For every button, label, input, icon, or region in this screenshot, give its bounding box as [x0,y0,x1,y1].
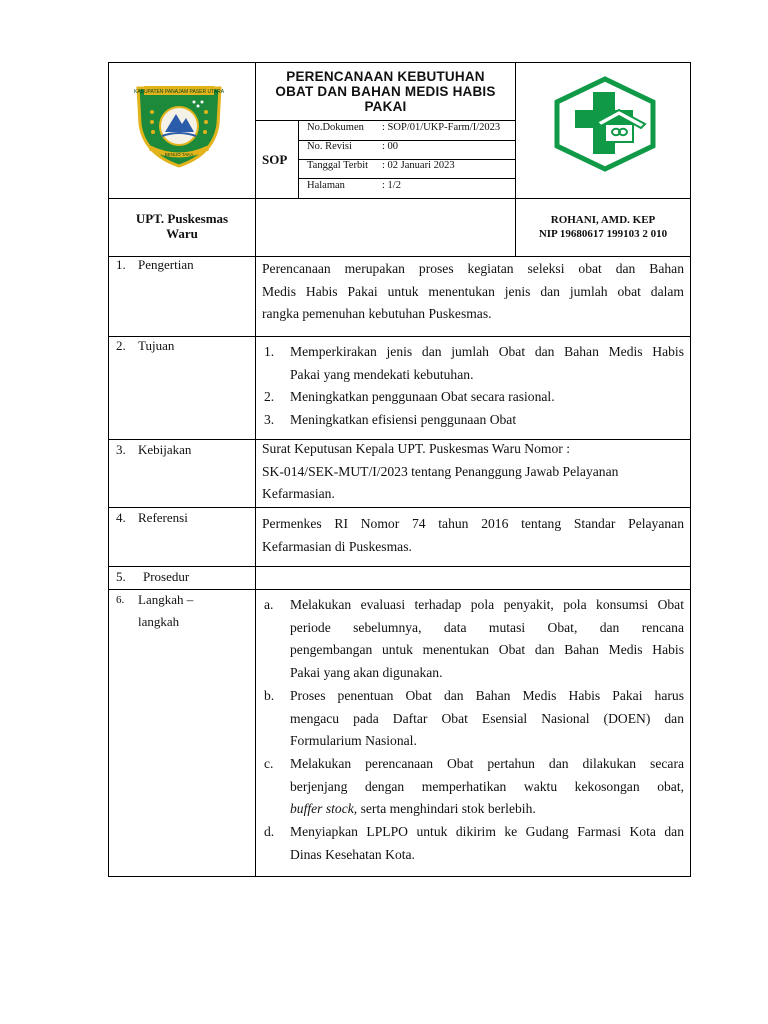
section-label-pengertian: Pengertian [138,257,194,272]
organization-name [110,211,254,241]
section-number: 4. [116,510,126,525]
text-line: Formularium Nasional. [290,733,417,748]
page-label: Halaman [307,180,345,191]
section-label-langkah [138,589,193,633]
section-number: 1. [116,257,126,272]
puskesmas-logo-icon [553,76,657,172]
crest-motto: BENUO TAKA [164,152,194,157]
text-line: Kefarmasian. [262,486,335,501]
text-line: Melakukan perencanaan Obat pertahun dan dilakukan secara [290,756,684,771]
label-line: langkah [138,614,180,629]
label-line: Langkah – [138,592,194,607]
column-divider [255,62,256,877]
title-bottom-line [255,120,515,121]
text-line: rangka pemenuhan kebutuhan Puskesmas. [262,306,492,321]
text-line: Proses penentuan Obat dan Bahan Medis Habis Pakai harus [290,688,684,703]
text-line: berjenjang dengan memperhatikan waktu kekosongan obat, [290,778,684,794]
header-row-line [108,198,691,199]
page-value: : 1/2 [382,180,401,191]
revision-label: No. Revisi [307,141,352,152]
section-number: 2. [116,338,126,353]
doc-row-line [298,178,515,179]
section-number: 3. [116,442,126,457]
step-letter: c. [264,756,274,771]
step-c-text [290,753,684,821]
text-line: mengacu pada Daftar Obat Esensial Nasional (DOEN) dan [290,710,684,726]
section-label-referensi: Referensi [138,510,188,525]
org-line: UPT. Puskesmas [135,211,229,226]
text-line [290,798,684,821]
text-line: Surat Keputusan Kepala UPT. Puskesmas Waru Nomor : [262,441,570,456]
text-line: Pakai yang akan digunakan. [290,664,443,680]
list-number: 3. [264,412,275,427]
step-a-text [290,594,684,684]
signer-nip: NIP 19680617 199103 2 010 [538,228,668,240]
text-line: Memperkirakan jenis dan jumlah Obat dan Bahan Medis Habis [290,344,684,359]
tujuan-item: Meningkatkan efisiensi penggunaan Obat [290,412,517,427]
section-line [108,507,691,508]
step-d-text [290,821,684,866]
text-line: Perencanaan merupakan proses kegiatan seleksi obat dan Bahan [262,261,684,276]
section-number: 6. [116,594,125,606]
title-line: PERENCANAAN KEBUTUHAN [286,69,485,84]
text-line: Menyiapkan LPLPO untuk dikirim ke Gudang Farmasi Kota dan [290,824,684,839]
tujuan-item [290,341,684,386]
referensi-text [262,513,684,558]
text-line: Permenkes RI Nomor 74 tahun 2016 tentang Standar Pelayanan [262,516,684,531]
step-b-text [290,685,684,753]
text-line: Dinas Kesehatan Kota. [290,846,415,862]
section-label-prosedur: Prosedur [143,569,190,584]
doc-number-label: No.Dokumen [307,122,364,133]
tujuan-item: Meningkatkan penggunaan Obat secara rasional. [290,389,555,404]
text-line: pengembangan untuk menentukan Obat dan Bahan Medis Habis [290,642,684,657]
org-line: Waru [166,226,198,241]
italic-term: buffer stock, [290,801,358,816]
step-letter: a. [264,597,274,612]
list-number: 2. [264,389,275,404]
header-divider-right [515,62,516,257]
sop-label: SOP [262,152,288,167]
title-line: PAKAI [364,99,407,114]
list-number: 1. [264,344,275,359]
text-line: periode sebelumnya, data mutasi Obat, dan rencana [290,619,684,635]
step-letter: b. [264,688,275,703]
section-line [108,336,691,337]
step-letter: d. [264,824,275,839]
section-number: 5. [116,569,126,584]
document-title [258,69,513,114]
text-line: Medis Habis Pakai untuk menentukan jenis dan jumlah obat dalam [262,283,684,299]
revision-value: : 00 [382,141,399,152]
header-bottom-line [108,256,691,257]
crest-top-text: KABUPATEN PANAJAM PASER UTARA [133,89,225,95]
section-line [108,566,691,567]
regency-crest-icon [132,78,226,168]
section-label-tujuan: Tujuan [138,338,175,353]
text-fragment: serta menghindari stok berlebih. [357,801,536,816]
pengertian-text [262,258,684,326]
signer-block [517,213,689,241]
doc-number-value: : SOP/01/UKP-Farm/I/2023 [382,122,501,133]
text-line: Pakai yang mendekati kebutuhan. [290,366,474,382]
text-line: SK-014/SEK-MUT/I/2023 tentang Penanggung Jawab Pelayanan [262,463,619,479]
section-label-kebijakan: Kebijakan [138,442,192,457]
text-line: Melakukan evaluasi terhadap pola penyakit, pola konsumsi Obat [290,597,684,612]
issue-date-label: Tanggal Terbit [307,160,369,171]
kebijakan-text [262,438,684,506]
issue-date-value: : 02 Januari 2023 [382,160,455,171]
section-line [108,589,691,590]
signer-name: ROHANI, AMD. KEP [550,214,656,226]
title-line: OBAT DAN BAHAN MEDIS HABIS [275,84,496,99]
text-line: Kefarmasian di Puskesmas. [262,538,412,554]
